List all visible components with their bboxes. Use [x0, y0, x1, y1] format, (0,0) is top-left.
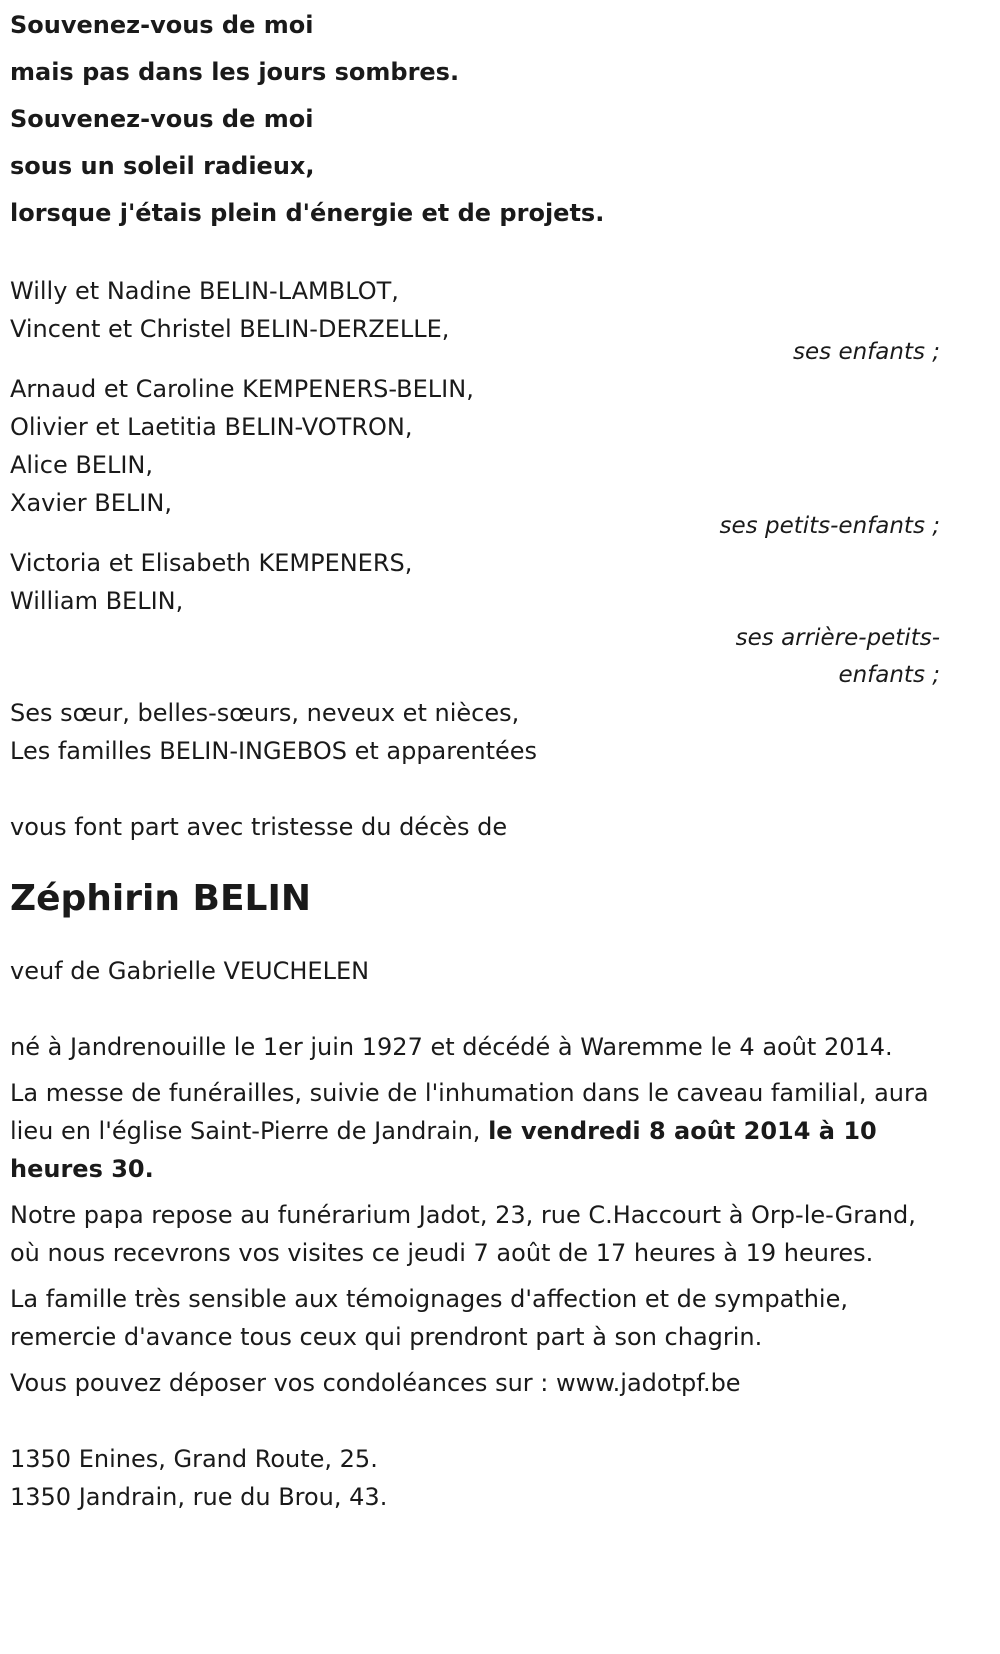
family-member: Willy et Nadine BELIN-LAMBLOT, [10, 277, 399, 305]
condolences-info: Vous pouvez déposer vos condoléances sur : www.jadotpf.be [10, 1369, 741, 1397]
relation-label: ses petits-enfants ; [719, 513, 940, 539]
poem-line: mais pas dans les jours sombres. [10, 58, 460, 86]
family-member: Ses sœur, belles-sœurs, neveux et nièces, [10, 699, 520, 727]
obituary-page [10, 0, 940, 1516]
poem-line: sous un soleil radieux, [10, 152, 315, 180]
funeral-date: le vendredi 8 août 2014 à 10 heures 30. [10, 1117, 877, 1183]
family-member: William BELIN, [10, 587, 184, 615]
extended-family-block [10, 694, 940, 770]
grandchildren-block [10, 370, 940, 544]
address: 1350 Enines, Grand Route, 25. [10, 1445, 378, 1473]
family-member: Victoria et Elisabeth KEMPENERS, [10, 549, 413, 577]
family-member: Olivier et Laetitia BELIN-VOTRON, [10, 413, 413, 441]
thanks-message: La famille très sensible aux témoignages d'affection et de sympathie, remercie d'avance tous ceux qui prendront part à son chagrin. [10, 1285, 848, 1351]
children-block [10, 272, 940, 370]
visitation-info: Notre papa repose au funérarium Jadot, 23, rue C.Haccourt à Orp-le-Grand, où nous recevrons vos visites ce jeudi 7 août de 17 heures à 19 heures. [10, 1201, 916, 1267]
funeral-text: La messe de funérailles, suivie de l'inhumation dans le caveau familial, aura lieu en l'église Saint-Pierre de Jandrain, [10, 1079, 929, 1145]
addresses-block [10, 1440, 940, 1516]
birth-death: né à Jandrenouille le 1er juin 1927 et décédé à Waremme le 4 août 2014. [10, 1033, 893, 1061]
poem-line: Souvenez-vous de moi [10, 11, 314, 39]
announcement: vous font part avec tristesse du décès de [10, 813, 508, 841]
poem-line: Souvenez-vous de moi [10, 105, 314, 133]
poem-line: lorsque j'étais plein d'énergie et de projets. [10, 199, 605, 227]
relation-label: enfants ; [838, 662, 940, 688]
great-grandchildren-block [10, 544, 940, 694]
poem [10, 0, 940, 237]
deceased-name: Zéphirin BELIN [10, 878, 312, 919]
relation-label: ses enfants ; [793, 339, 940, 365]
relation-label: ses arrière-petits- [735, 625, 940, 651]
family-member: Alice BELIN, [10, 451, 154, 479]
widower-of: veuf de Gabrielle VEUCHELEN [10, 957, 370, 985]
funeral-info [10, 1074, 940, 1188]
family-member: Arnaud et Caroline KEMPENERS-BELIN, [10, 375, 474, 403]
family-member: Xavier BELIN, [10, 489, 172, 517]
family-member: Vincent et Christel BELIN-DERZELLE, [10, 315, 450, 343]
address: 1350 Jandrain, rue du Brou, 43. [10, 1483, 388, 1511]
family-member: Les familles BELIN-INGEBOS et apparentées [10, 737, 538, 765]
